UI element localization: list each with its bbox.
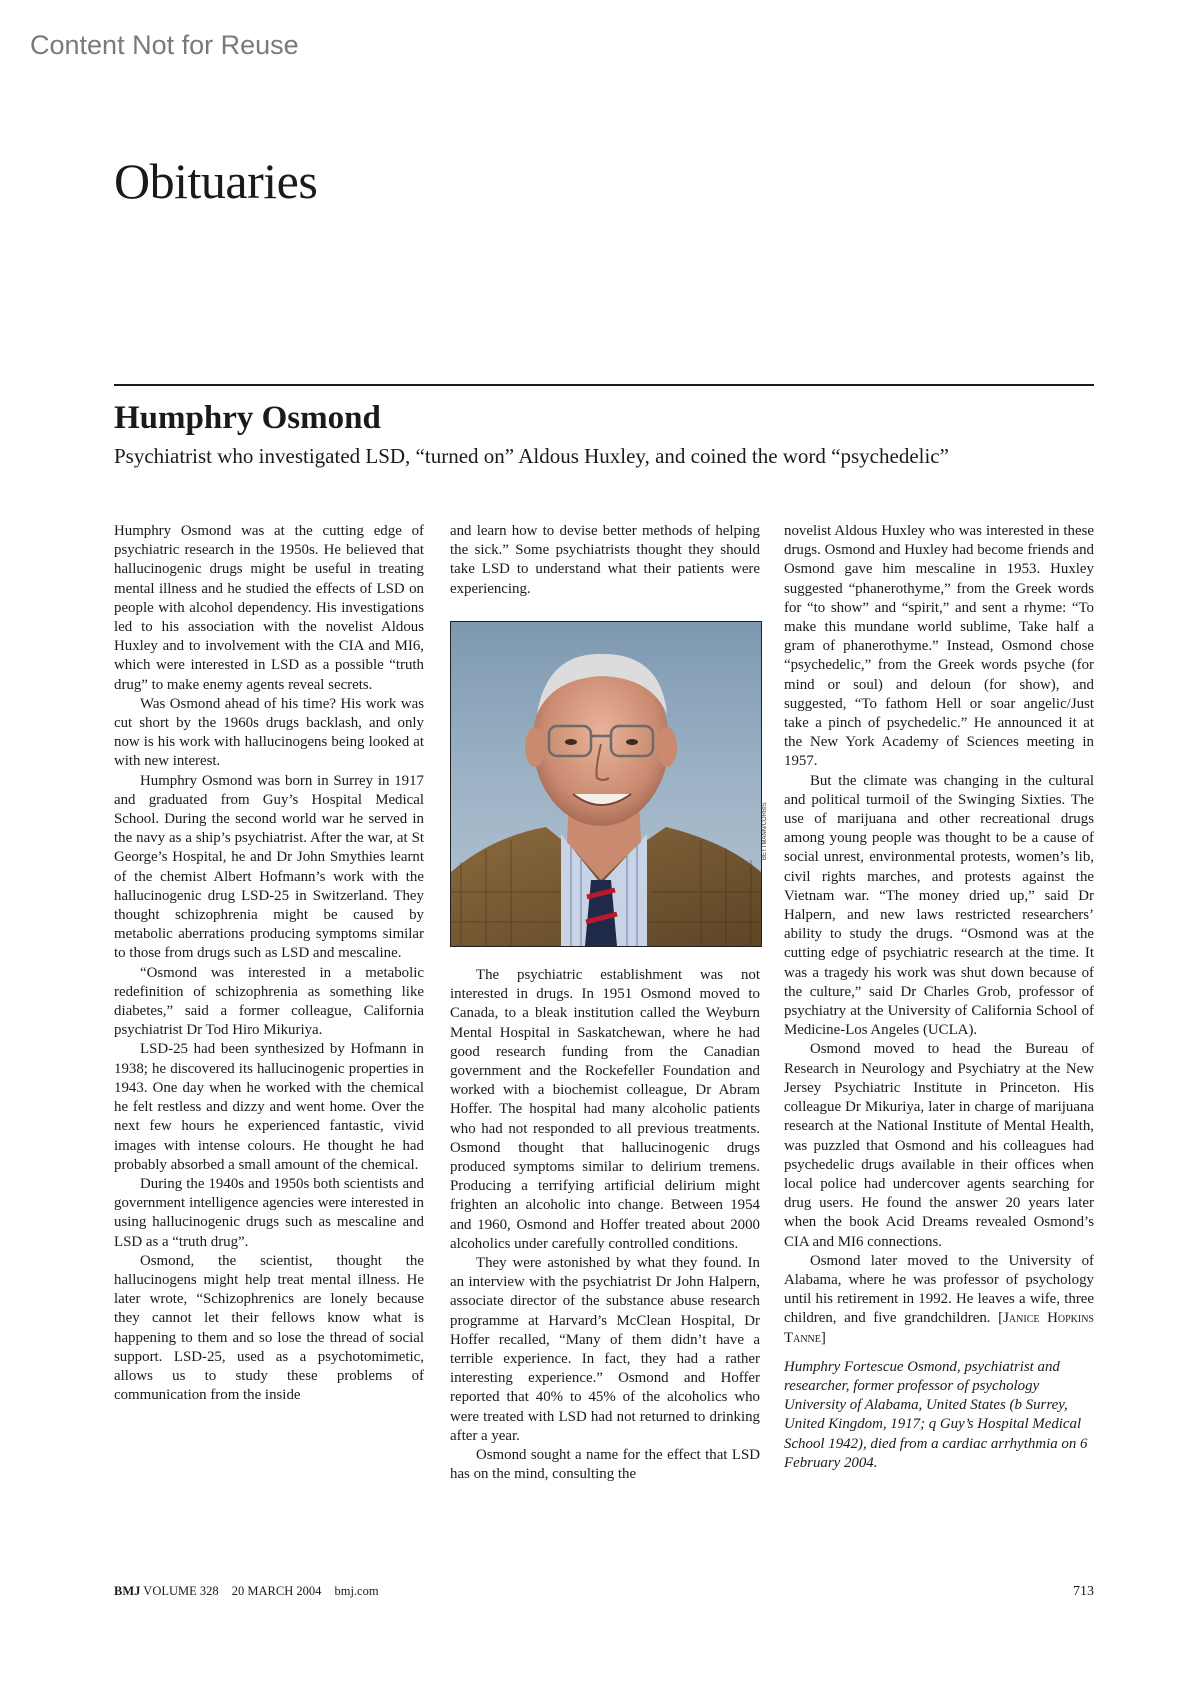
section-title: Obituaries bbox=[114, 153, 318, 209]
watermark: Content Not for Reuse bbox=[30, 30, 299, 60]
paragraph-text: Osmond later moved to the University of Alabama, where he was professor of psychology until his retirement in 1992. He leaves a wife, three children, and five grandchildren. bbox=[784, 1252, 1094, 1327]
column-3 bbox=[784, 522, 1094, 1473]
page-number: 713 bbox=[1073, 1584, 1094, 1599]
photo-credit: BETTMANN/CORBIS bbox=[762, 802, 768, 860]
paragraph: Osmond, the scientist, thought the hallucinogens might help treat mental illness. He later wrote, “Schizophrenics are lonely because they cannot let their fellows know what is happening to them and so lose the thread of social support. LSD-25, used as a psychotomimetic, allows us to study these problems of communication from the inside bbox=[114, 1252, 424, 1404]
paragraph bbox=[784, 1252, 1094, 1348]
byline: [Janice Hopkins Tanne] bbox=[784, 1310, 1094, 1346]
obituary-name: Humphry Osmond bbox=[114, 400, 381, 436]
paragraph: Humphry Osmond was born in Surrey in 1917 and graduated from Guy’s Hospital Medical School. During the second world war he served in the navy as a ship’s psychiatrist. After the war, at St George’s Hospital, he and Dr John Smythies learnt of the chemist Albert Hofmann’s work with the hallucinogenic drug LSD-25 in Switzerland. They thought schizophrenia might be caused by metabolic aberrations producing symptoms similar to those from drugs such as LSD and mescaline. bbox=[114, 772, 424, 962]
journal-volume: VOLUME 328 bbox=[143, 1584, 219, 1598]
portrait-photo bbox=[450, 621, 762, 947]
paragraph: “Osmond was interested in a metabolic redefinition of schizophrenia as something like diabetes,” said a former colleague, California psychiatrist Dr Tod Hiro Mikuriya. bbox=[114, 964, 424, 1039]
paragraph: Humphry Osmond was at the cutting edge of psychiatric research in the 1950s. He believed that hallucinogenic drugs might be useful in treating mental illness and he studied the effects of LSD on people with alcohol dependency. His investigations led to his association with the novelist Aldous Huxley and to involvement with the CIA and MI6, which were interested in LSD as a possible “truth drug” to make enemy agents reveal secrets. bbox=[114, 523, 424, 693]
paragraph: The psychiatric establishment was not interested in drugs. In 1951 Osmond moved to Canada, to a bleak institution called the Weyburn Mental Hospital in Saskatchewan, where he had good research funding from the Canadian government and the Rockefeller Foundation and worked with a biochemist colleague, Dr Abram Hoffer. The hospital had many alcoholic patients who had not responded to all previous treatments. Osmond thought that hallucinogenic drugs produced symptoms similar to delirium tremens. Producing a terrifying artificial delirium might frighten an alcoholic into change. Between 1954 and 1960, Osmond and Hoffer treated about 2000 alcoholics under carefully controlled conditions. bbox=[450, 967, 760, 1252]
paragraph: They were astonished by what they found. In an interview with the psychiatrist Dr John Halpern, associate director of the substance abuse research programme at Harvard’s McClean Hospital, Dr Hoffer recalled, “Many of them didn’t have a terrible experience. In fact, they had a rather interesting experience.” Osmond and Hoffer reported that 40% to 45% of the alcoholics who were treated with LSD had not returned to drinking after a year. bbox=[450, 1255, 760, 1444]
paragraph: LSD-25 had been synthesized by Hofmann in 1938; he discovered its hallucinogenic properties in 1943. One day when he worked with the chemical he felt restless and dizzy and went home. Over the next few hours he experienced fantastic, vivid images with intense colours. He thought he had probably absorbed a small amount of the chemical. bbox=[114, 1041, 424, 1173]
column-2-top bbox=[450, 522, 760, 599]
paragraph: and learn how to devise better methods of helping the sick.” Some psychiatrists thought they should take LSD to understand what their patients were experiencing. bbox=[450, 523, 760, 597]
journal-website: bmj.com bbox=[334, 1584, 379, 1598]
obituary-subtitle: Psychiatrist who investigated LSD, “turned on” Aldous Huxley, and coined the word “psychedelic” bbox=[114, 444, 949, 468]
heading-rule bbox=[114, 384, 1094, 386]
column-1 bbox=[114, 522, 424, 1405]
portrait-illustration bbox=[451, 622, 761, 946]
paragraph: Osmond sought a name for the effect that LSD has on the mind, consulting the bbox=[450, 1447, 760, 1483]
paragraph: But the climate was changing in the cultural and political turmoil of the Swinging Sixties. The use of marijuana and other recreational drugs among young people was thought to be a cause of social unrest, environmental protests, women’s lib, civil rights marches, and protests against the Vietnam war. “The money dried up,” said Dr Halpern, and new laws restricted researchers’ ability to study the drugs. “Osmond was at the cutting edge of psychiatric research at the time. It was a tragedy his work was shut down because of the culture,” said Dr Charles Grob, professor of psychiatry at the University of California School of Medicine-Los Angeles (UCLA). bbox=[784, 772, 1094, 1039]
page-footer bbox=[114, 1584, 1094, 1599]
paragraph: novelist Aldous Huxley who was interested in these drugs. Osmond and Huxley had become friends and Osmond gave him mescaline in 1953. Huxley suggested “phanerothyme,” from the Greek words for “to show” and “spirit,” and sent a rhyme: “To make this mundane world sublime, Take half a gram of phanerothyme.” Instead, Osmond chose “psychedelic,” from the Greek words psyche (for mind or soul) and deloun (for show), and suggested, “To fathom Hell or soar angelic/Just take a pinch of psychedelic.” He announced it at the New York Academy of Sciences meeting in 1957. bbox=[784, 523, 1094, 770]
biographical-note: Humphry Fortescue Osmond, psychiatrist and researcher, former professor of psychology University of Alabama, United States (b Surrey, United Kingdom, 1917; q Guy’s Hospital Medical School 1942), died from a cardiac arrhythmia on 6 February 2004. bbox=[784, 1358, 1088, 1471]
paragraph: Was Osmond ahead of his time? His work was cut short by the 1960s drugs backlash, and only now is his work with hallucinogens being looked at with new interest. bbox=[114, 695, 424, 770]
column-2-bottom bbox=[450, 966, 760, 1484]
paragraph: Osmond moved to head the Bureau of Research in Neurology and Psychiatry at the New Jersey Psychiatric Institute in Princeton. His colleague Dr Mikuriya, later in charge of marijuana research at the National Institute of Mental Health, was puzzled that Osmond and his colleagues had psychedelic drugs available in their offices when local police had undercover agents searching for drug users. He found the answer 20 years later when the book Acid Dreams revealed Osmond’s CIA and MI6 connections. bbox=[784, 1041, 1094, 1250]
paragraph: During the 1940s and 1950s both scientists and government intelligence agencies were interested in using hallucinogenic drugs such as mescaline and LSD as a “truth drug”. bbox=[114, 1175, 424, 1250]
issue-date: 20 MARCH 2004 bbox=[231, 1584, 322, 1598]
journal-name: BMJ bbox=[114, 1584, 141, 1598]
